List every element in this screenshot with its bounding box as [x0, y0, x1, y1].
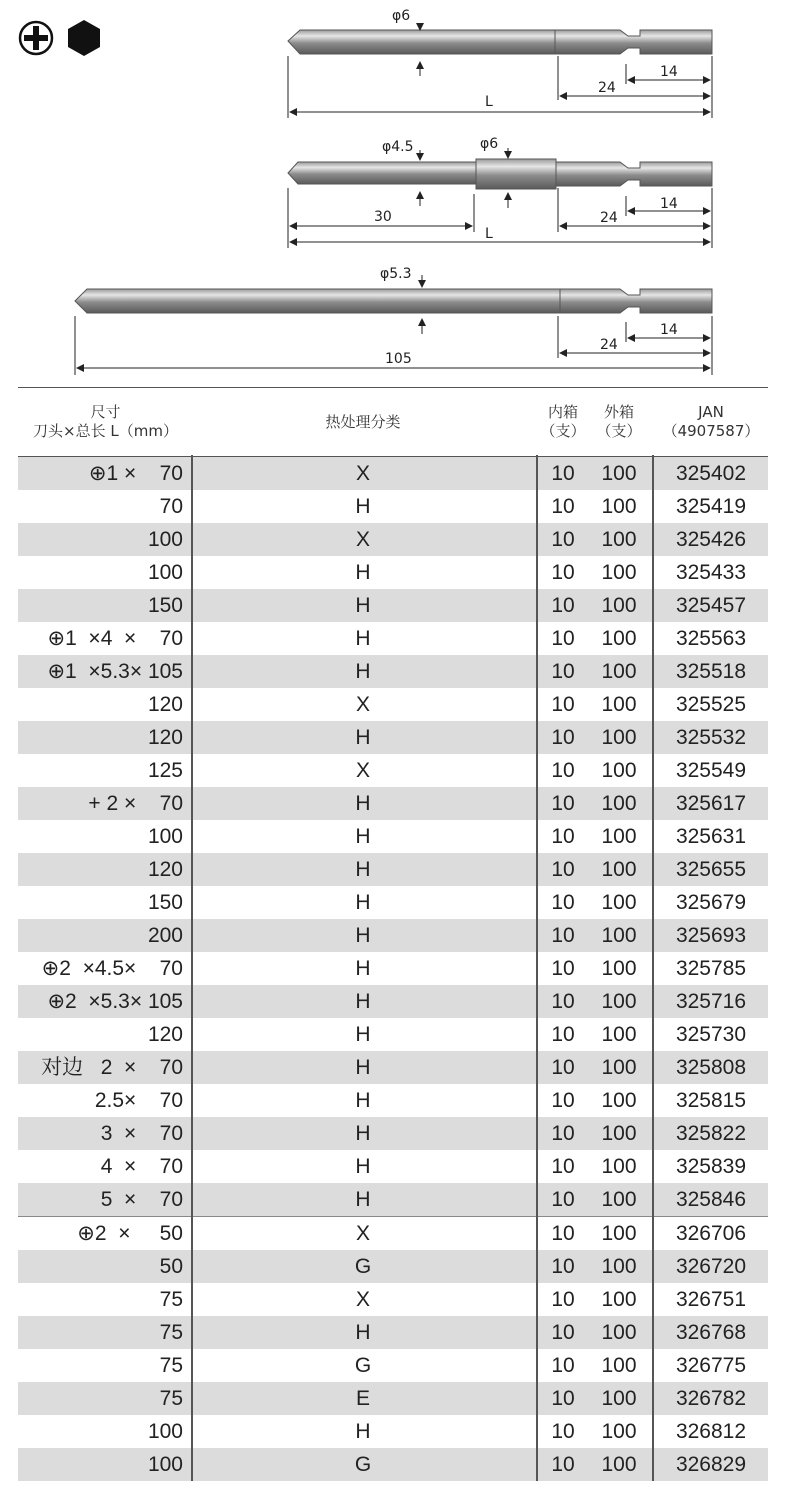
- header-outer-line1: 外箱: [603, 403, 634, 421]
- class-cell: H: [355, 561, 371, 584]
- size-cell: 100: [147, 528, 183, 551]
- table-row: [18, 556, 768, 589]
- jan-cell: 325525: [675, 693, 747, 716]
- bit2-tip-diameter: φ4.5: [382, 139, 414, 155]
- size-cell: ⊕1 ×5.3× 105: [47, 660, 183, 683]
- table-row: [18, 721, 768, 754]
- class-cell: H: [355, 1089, 371, 1112]
- outer-qty-cell: 100: [601, 1089, 637, 1112]
- jan-cell: 326706: [675, 1222, 747, 1245]
- outer-qty-cell: 100: [601, 1321, 637, 1344]
- class-cell: H: [355, 825, 371, 848]
- size-cell: 100: [147, 1420, 183, 1443]
- inner-qty-cell: 10: [551, 660, 575, 683]
- class-cell: H: [355, 1420, 371, 1443]
- inner-qty-cell: 10: [551, 561, 575, 584]
- size-cell: 125: [147, 759, 183, 782]
- jan-cell: 325846: [675, 1188, 747, 1211]
- table-row: [18, 1051, 768, 1084]
- class-cell: H: [355, 1056, 371, 1079]
- outer-qty-cell: 100: [601, 1056, 637, 1079]
- class-cell: H: [355, 726, 371, 749]
- header-size: [18, 388, 193, 456]
- outer-qty-cell: 100: [601, 1255, 637, 1278]
- inner-qty-cell: 10: [551, 1288, 575, 1311]
- size-cell: 对边 2 × 70: [41, 1056, 183, 1079]
- table-row: [18, 1250, 768, 1283]
- class-cell: H: [355, 594, 371, 617]
- header-inner: [538, 388, 588, 456]
- jan-cell: 325679: [675, 891, 747, 914]
- bit3-shank-length: 24: [600, 337, 618, 353]
- bit1-total-length: L: [485, 94, 493, 110]
- outer-qty-cell: 100: [601, 990, 637, 1013]
- header-outer-line2: （支）: [596, 422, 642, 440]
- outer-qty-cell: 100: [601, 891, 637, 914]
- inner-qty-cell: 10: [551, 1387, 575, 1410]
- jan-cell: 325730: [675, 1023, 747, 1046]
- inner-qty-cell: 10: [551, 891, 575, 914]
- jan-cell: 325402: [675, 462, 747, 485]
- class-cell: X: [355, 528, 370, 551]
- class-cell: H: [355, 1122, 371, 1145]
- outer-qty-cell: 100: [601, 561, 637, 584]
- size-cell: ⊕2 × 50: [77, 1222, 183, 1245]
- size-cell: 75: [159, 1288, 183, 1311]
- outer-qty-cell: 100: [601, 1155, 637, 1178]
- outer-qty-cell: 100: [601, 792, 637, 815]
- bit3-tip-diameter: φ5.3: [380, 266, 412, 282]
- jan-cell: 325617: [675, 792, 747, 815]
- bit2-total-length: L: [485, 226, 493, 242]
- table-row: [18, 820, 768, 853]
- inner-qty-cell: 10: [551, 462, 575, 485]
- table-row: [18, 1084, 768, 1117]
- inner-qty-cell: 10: [551, 1354, 575, 1377]
- outer-qty-cell: 100: [601, 528, 637, 551]
- outer-qty-cell: 100: [601, 594, 637, 617]
- table-row: [18, 952, 768, 985]
- class-cell: H: [355, 891, 371, 914]
- table-header: [18, 387, 768, 457]
- table-row: [18, 457, 768, 490]
- bit1-tip-diameter: φ6: [392, 8, 411, 24]
- bit2-tip-length: 30: [374, 209, 392, 225]
- inner-qty-cell: 10: [551, 627, 575, 650]
- class-cell: H: [355, 990, 371, 1013]
- bit3-total-length: 105: [385, 351, 412, 367]
- size-cell: 50: [159, 1255, 183, 1278]
- class-cell: H: [355, 1321, 371, 1344]
- table-row: [18, 589, 768, 622]
- size-cell: 120: [147, 726, 183, 749]
- table-row: [18, 688, 768, 721]
- bit-dimension-diagram: [0, 0, 790, 385]
- class-cell: X: [355, 759, 370, 782]
- outer-qty-cell: 100: [601, 1222, 637, 1245]
- jan-cell: 326751: [675, 1288, 747, 1311]
- table-row: [18, 1316, 768, 1349]
- jan-cell: 325785: [675, 957, 747, 980]
- class-cell: H: [355, 1188, 371, 1211]
- class-cell: H: [355, 660, 371, 683]
- inner-qty-cell: 10: [551, 1222, 575, 1245]
- outer-qty-cell: 100: [601, 495, 637, 518]
- outer-qty-cell: 100: [601, 825, 637, 848]
- size-cell: 75: [159, 1387, 183, 1410]
- size-cell: 75: [159, 1321, 183, 1344]
- size-cell: + 2 × 70: [88, 792, 183, 815]
- inner-qty-cell: 10: [551, 924, 575, 947]
- outer-qty-cell: 100: [601, 726, 637, 749]
- outer-qty-cell: 100: [601, 462, 637, 485]
- inner-qty-cell: 10: [551, 1023, 575, 1046]
- table-row: [18, 1283, 768, 1316]
- table-row: [18, 1150, 768, 1183]
- inner-qty-cell: 10: [551, 495, 575, 518]
- size-cell: ⊕2 ×4.5× 70: [41, 957, 183, 980]
- inner-qty-cell: 10: [551, 792, 575, 815]
- class-cell: X: [355, 1222, 370, 1245]
- jan-cell: 325433: [675, 561, 747, 584]
- table-row: [18, 1183, 768, 1216]
- table-row: [18, 1349, 768, 1382]
- size-cell: ⊕1 × 70: [88, 462, 183, 485]
- inner-qty-cell: 10: [551, 1188, 575, 1211]
- jan-cell: 326768: [675, 1321, 747, 1344]
- class-cell: H: [355, 495, 371, 518]
- class-cell: H: [355, 792, 371, 815]
- outer-qty-cell: 100: [601, 660, 637, 683]
- header-inner-line1: 内箱: [547, 403, 578, 421]
- inner-qty-cell: 10: [551, 825, 575, 848]
- table-row: [18, 1216, 768, 1250]
- table-row: [18, 754, 768, 787]
- jan-cell: 325631: [675, 825, 747, 848]
- jan-cell: 325419: [675, 495, 747, 518]
- inner-qty-cell: 10: [551, 1255, 575, 1278]
- phillips-cross-icon: [20, 22, 52, 54]
- column-divider: [191, 455, 193, 1481]
- class-cell: G: [354, 1453, 372, 1476]
- jan-cell: 325426: [675, 528, 747, 551]
- outer-qty-cell: 100: [601, 759, 637, 782]
- table-row: [18, 1117, 768, 1150]
- inner-qty-cell: 10: [551, 1122, 575, 1145]
- class-cell: X: [355, 462, 370, 485]
- class-cell: H: [355, 924, 371, 947]
- inner-qty-cell: 10: [551, 1089, 575, 1112]
- header-outer: [590, 388, 648, 456]
- size-cell: 75: [159, 1354, 183, 1377]
- size-cell: 200: [147, 924, 183, 947]
- table-row: [18, 490, 768, 523]
- size-cell: 4 × 70: [100, 1155, 183, 1178]
- header-size-line1: 尺寸: [90, 403, 121, 421]
- spec-table: [18, 387, 768, 1481]
- outer-qty-cell: 100: [601, 1387, 637, 1410]
- inner-qty-cell: 10: [551, 594, 575, 617]
- jan-cell: 325716: [675, 990, 747, 1013]
- size-cell: 100: [147, 825, 183, 848]
- outer-qty-cell: 100: [601, 1420, 637, 1443]
- bit3-hex-length: 14: [660, 322, 678, 338]
- class-cell: E: [355, 1387, 370, 1410]
- inner-qty-cell: 10: [551, 1155, 575, 1178]
- outer-qty-cell: 100: [601, 1354, 637, 1377]
- outer-qty-cell: 100: [601, 627, 637, 650]
- inner-qty-cell: 10: [551, 528, 575, 551]
- jan-cell: 326775: [675, 1354, 747, 1377]
- column-divider: [536, 455, 538, 1481]
- jan-cell: 325518: [675, 660, 747, 683]
- jan-cell: 326829: [675, 1453, 747, 1476]
- jan-cell: 325822: [675, 1122, 747, 1145]
- jan-cell: 325532: [675, 726, 747, 749]
- inner-qty-cell: 10: [551, 1056, 575, 1079]
- bit2-shank-length: 24: [600, 210, 618, 226]
- outer-qty-cell: 100: [601, 1122, 637, 1145]
- hexagon-icon: [68, 20, 100, 56]
- size-cell: 100: [147, 1453, 183, 1476]
- inner-qty-cell: 10: [551, 726, 575, 749]
- class-cell: H: [355, 858, 371, 881]
- header-class-label: 热处理分类: [325, 412, 401, 431]
- size-cell: 70: [159, 495, 183, 518]
- table-row: [18, 523, 768, 556]
- inner-qty-cell: 10: [551, 759, 575, 782]
- bit-3: [75, 266, 712, 375]
- outer-qty-cell: 100: [601, 858, 637, 881]
- inner-qty-cell: 10: [551, 1321, 575, 1344]
- size-cell: 150: [147, 891, 183, 914]
- outer-qty-cell: 100: [601, 693, 637, 716]
- header-inner-line2: （支）: [540, 422, 586, 440]
- table-row: [18, 985, 768, 1018]
- size-cell: 120: [147, 693, 183, 716]
- jan-cell: 325808: [675, 1056, 747, 1079]
- inner-qty-cell: 10: [551, 1420, 575, 1443]
- jan-cell: 325815: [675, 1089, 747, 1112]
- size-cell: 120: [147, 858, 183, 881]
- header-class: [193, 388, 533, 456]
- table-row: [18, 1018, 768, 1051]
- inner-qty-cell: 10: [551, 1453, 575, 1476]
- table-row: [18, 622, 768, 655]
- class-cell: H: [355, 957, 371, 980]
- bit1-shank-length: 24: [598, 80, 616, 96]
- header-jan-line1: JAN: [698, 403, 724, 421]
- outer-qty-cell: 100: [601, 1188, 637, 1211]
- jan-cell: 326782: [675, 1387, 747, 1410]
- outer-qty-cell: 100: [601, 1023, 637, 1046]
- table-row: [18, 853, 768, 886]
- outer-qty-cell: 100: [601, 924, 637, 947]
- class-cell: H: [355, 1023, 371, 1046]
- outer-qty-cell: 100: [601, 1288, 637, 1311]
- jan-cell: 325549: [675, 759, 747, 782]
- jan-cell: 325693: [675, 924, 747, 947]
- size-cell: ⊕1 ×4 × 70: [47, 627, 183, 650]
- size-cell: 100: [147, 561, 183, 584]
- header-jan: [654, 388, 768, 456]
- bit2-hex-length: 14: [660, 196, 678, 212]
- table-row: [18, 1415, 768, 1448]
- jan-cell: 325563: [675, 627, 747, 650]
- class-cell: G: [354, 1255, 372, 1278]
- bit-2: [288, 136, 712, 248]
- bit1-hex-length: 14: [660, 64, 678, 80]
- inner-qty-cell: 10: [551, 957, 575, 980]
- table-row: [18, 655, 768, 688]
- outer-qty-cell: 100: [601, 1453, 637, 1476]
- bit-1: [288, 8, 712, 118]
- class-cell: X: [355, 693, 370, 716]
- table-row: [18, 919, 768, 952]
- class-cell: H: [355, 1155, 371, 1178]
- jan-cell: 326720: [675, 1255, 747, 1278]
- table-row: [18, 1448, 768, 1481]
- outer-qty-cell: 100: [601, 957, 637, 980]
- size-cell: 2.5× 70: [94, 1089, 183, 1112]
- jan-cell: 325839: [675, 1155, 747, 1178]
- jan-cell: 325457: [675, 594, 747, 617]
- header-size-line2: 刀头×总长 L（mm）: [33, 422, 178, 440]
- header-jan-line2: （4907587）: [662, 422, 760, 440]
- bit2-neck-diameter: φ6: [480, 136, 499, 152]
- size-cell: 3 × 70: [100, 1122, 183, 1145]
- inner-qty-cell: 10: [551, 693, 575, 716]
- table-row: [18, 886, 768, 919]
- jan-cell: 326812: [675, 1420, 747, 1443]
- class-cell: H: [355, 627, 371, 650]
- class-cell: X: [355, 1288, 370, 1311]
- table-row: [18, 1382, 768, 1415]
- size-cell: 5 × 70: [100, 1188, 183, 1211]
- inner-qty-cell: 10: [551, 990, 575, 1013]
- jan-cell: 325655: [675, 858, 747, 881]
- column-divider: [652, 455, 654, 1481]
- inner-qty-cell: 10: [551, 858, 575, 881]
- size-cell: 120: [147, 1023, 183, 1046]
- class-cell: G: [354, 1354, 372, 1377]
- table-row: [18, 787, 768, 820]
- size-cell: ⊕2 ×5.3× 105: [47, 990, 183, 1013]
- table-body: [18, 457, 768, 1481]
- size-cell: 150: [147, 594, 183, 617]
